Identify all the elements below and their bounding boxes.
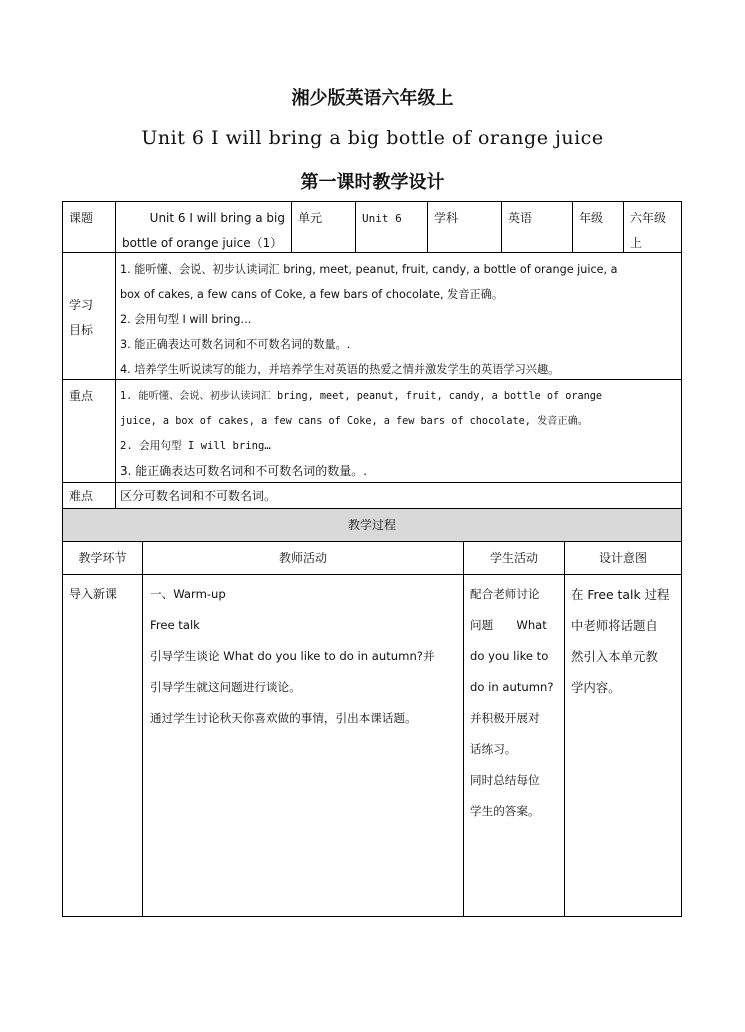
- student-cell: [463, 574, 565, 917]
- topic-label: 课题: [62, 201, 116, 253]
- difficulty-value: 区分可数名词和不可数名词。: [115, 482, 682, 509]
- intent-line: 学内容。: [571, 680, 621, 695]
- objective-line: box of cakes, a few cans of Coke, a few bars of chocolate, 发音正确。: [120, 288, 504, 301]
- teacher-line: 一、Warm-up: [150, 587, 226, 601]
- objectives-content: [115, 252, 682, 380]
- key-points-label: 重点: [62, 379, 116, 483]
- objectives-label-line1: 学习: [69, 298, 94, 312]
- key-point-line: juice, a box of cakes, a few cans of Coke, a few bars of chocolate, 发音正确。: [120, 416, 589, 427]
- objective-line: 1. 能听懂、会说、初步认读词汇 bring, meet, peanut, fruit, candy, a bottle of orange juice, a: [120, 263, 618, 276]
- teacher-line: Free talk: [150, 618, 200, 632]
- key-point-line: 3. 能正确表达可数名词和不可数名词的数量。.: [120, 464, 368, 478]
- header-teacher: 教师活动: [142, 541, 464, 575]
- unit-label: 单元: [291, 201, 356, 253]
- topic-value-line1: Unit 6 I will bring a big: [149, 211, 285, 225]
- process-title: 教学过程: [62, 508, 682, 542]
- key-point-line: 2. 会用句型 I will bring…: [120, 440, 271, 452]
- key-point-line: 1. 能听懂、会说、初步认读词汇 bring, meet, peanut, fruit, candy, a bottle of orange: [120, 391, 603, 402]
- unit-title: Unit 6 I will bring a big bottle of orange juice: [141, 127, 604, 149]
- teacher-line: 引导学生谈论 What do you like to do in autumn?并: [150, 649, 435, 663]
- intent-cell: [564, 574, 682, 917]
- objective-line: 3. 能正确表达可数名词和不可数名词的数量。.: [120, 338, 351, 351]
- unit-value: Unit 6: [355, 201, 428, 253]
- grade-value-line2: 上: [630, 236, 643, 250]
- student-line: do you like to: [470, 649, 549, 663]
- grade-value-line1: 六年级: [630, 211, 667, 225]
- header-intent: 设计意图: [564, 541, 682, 575]
- teacher-line: 通过学生讨论秋天你喜欢做的事情，引出本课话题。: [150, 711, 417, 725]
- teacher-line: 引导学生就这问题进行谈论。: [150, 680, 301, 694]
- student-line: 学生的答案。: [470, 804, 540, 818]
- student-line: do in autumn?: [470, 680, 554, 694]
- stage-cell: 导入新课: [62, 574, 143, 917]
- student-line: 配合老师讨论: [470, 587, 540, 601]
- objective-line: 4. 培养学生听说读写的能力，并培养学生对英语的热爱之情并激发学生的英语学习兴趣。: [120, 363, 560, 376]
- lesson-title: 第一课时教学设计: [300, 172, 445, 193]
- intent-line: 中老师将话题自: [571, 618, 658, 633]
- grade-value: [623, 201, 682, 253]
- objective-line: 2. 会用句型 I will bring…: [120, 313, 252, 326]
- intent-line: 然引入本单元教: [571, 649, 658, 664]
- objectives-label: [62, 252, 116, 380]
- objectives-label-line2: 目标: [69, 323, 94, 337]
- topic-value-line2: bottle of orange juice（1）: [122, 236, 283, 250]
- student-line: 话练习。: [470, 742, 517, 756]
- student-line: 并积极开展对: [470, 711, 540, 725]
- header-student: 学生活动: [463, 541, 565, 575]
- header-stage: 教学环节: [62, 541, 143, 575]
- intent-line: 在 Free talk 过程: [571, 587, 670, 602]
- topic-value: [115, 201, 292, 253]
- student-line: 同时总结每位: [470, 773, 540, 787]
- subject-label: 学科: [427, 201, 502, 253]
- grade-label: 年级: [572, 201, 624, 253]
- difficulty-label: 难点: [62, 482, 116, 509]
- key-points-content: [115, 379, 682, 483]
- student-line: 问题 What: [470, 618, 547, 632]
- teacher-cell: [142, 574, 464, 917]
- document-title: 湘少版英语六年级上: [291, 88, 454, 109]
- subject-value: 英语: [501, 201, 573, 253]
